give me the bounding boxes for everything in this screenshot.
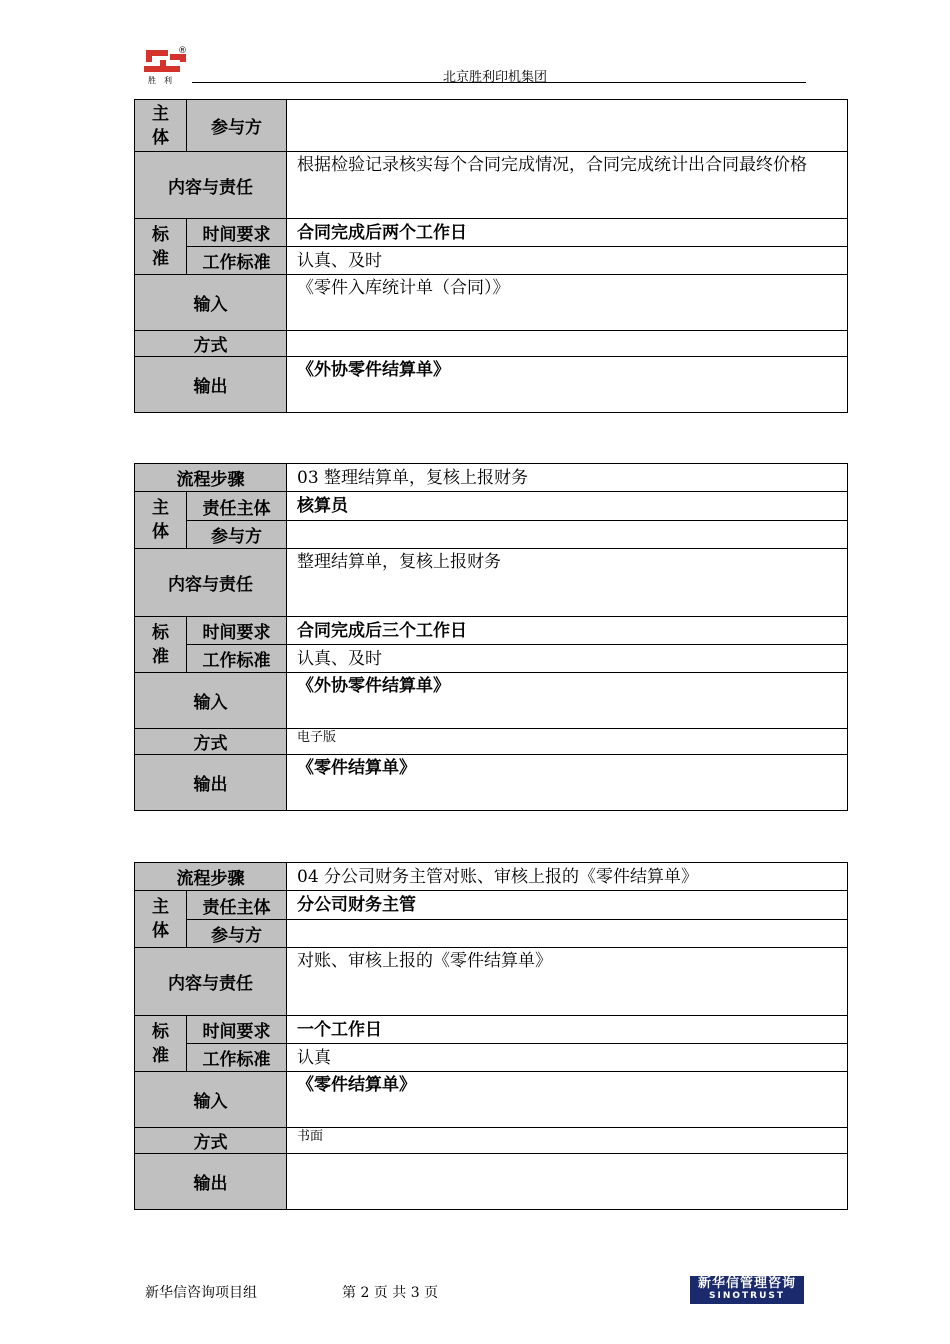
- work-standard-label: 工作标准: [187, 247, 287, 275]
- input-label: 输入: [135, 673, 287, 729]
- output-label: 输出: [135, 357, 287, 413]
- step-label: 流程步骤: [135, 464, 287, 492]
- output-label: 输出: [135, 755, 287, 811]
- subject-label: 主 体: [135, 100, 187, 152]
- time-label: 时间要求: [187, 617, 287, 645]
- participant-value: [287, 100, 848, 152]
- method-value: 电子版: [287, 729, 848, 755]
- process-table-2: [134, 99, 848, 413]
- content-value: 根据检验记录核实每个合同完成情况，合同完成统计出合同最终价格: [287, 152, 848, 219]
- work-standard-value: 认真、及时: [287, 645, 848, 673]
- time-label: 时间要求: [187, 219, 287, 247]
- method-value: 书面: [287, 1128, 848, 1154]
- participant-label: 参与方: [187, 920, 287, 948]
- input-label: 输入: [135, 1072, 287, 1128]
- content-label: 内容与责任: [135, 549, 287, 617]
- process-table-4: [134, 862, 848, 1210]
- subject-label: 主 体: [135, 492, 187, 549]
- content-label: 内容与责任: [135, 948, 287, 1016]
- content-value: 整理结算单，复核上报财务: [287, 549, 848, 617]
- subject-label: 主 体: [135, 891, 187, 948]
- content-label: 内容与责任: [135, 152, 287, 219]
- output-value: 《零件结算单》: [287, 755, 848, 811]
- input-value: 《零件入库统计单（合同）》: [287, 275, 848, 331]
- method-value: [287, 331, 848, 357]
- work-standard-label: 工作标准: [187, 1044, 287, 1072]
- header-rule: [192, 82, 806, 83]
- time-value: 合同完成后两个工作日: [287, 219, 848, 247]
- page-number: 第 2 页 共 3 页: [342, 1285, 439, 1301]
- responsible-value: 核算员: [287, 492, 848, 521]
- company-name: 北京胜利印机集团: [442, 70, 547, 85]
- time-label: 时间要求: [187, 1016, 287, 1044]
- input-value: 《外协零件结算单》: [287, 673, 848, 729]
- content-value: 对账、审核上报的《零件结算单》: [287, 948, 848, 1016]
- step-value: 04 分公司财务主管对账、审核上报的《零件结算单》: [287, 863, 848, 891]
- responsible-label: 责任主体: [187, 492, 287, 521]
- work-standard-label: 工作标准: [187, 645, 287, 673]
- work-standard-value: 认真: [287, 1044, 848, 1072]
- step-value: 03 整理结算单，复核上报财务: [287, 464, 848, 492]
- responsible-value: 分公司财务主管: [287, 891, 848, 920]
- step-label: 流程步骤: [135, 863, 287, 891]
- responsible-label: 责任主体: [187, 891, 287, 920]
- logo-en: SINOTRUST: [708, 1291, 785, 1301]
- participant-label: 参与方: [187, 100, 287, 152]
- method-label: 方式: [135, 331, 287, 357]
- participant-value: [287, 920, 848, 948]
- registered-mark: ®: [178, 46, 187, 56]
- footer-group: 新华信咨询项目组: [145, 1285, 257, 1301]
- input-label: 输入: [135, 275, 287, 331]
- participant-label: 参与方: [187, 521, 287, 549]
- standard-label: 标 准: [135, 617, 187, 673]
- participant-value: [287, 521, 848, 549]
- sinotrust-logo: [690, 1276, 804, 1304]
- output-value: [287, 1154, 848, 1210]
- work-standard-value: 认真、及时: [287, 247, 848, 275]
- method-label: 方式: [135, 729, 287, 755]
- standard-label: 标 准: [135, 1016, 187, 1072]
- input-value: 《零件结算单》: [287, 1072, 848, 1128]
- logo-cn: 新华信管理咨询: [697, 1276, 796, 1291]
- process-table-3: [134, 463, 848, 811]
- output-label: 输出: [135, 1154, 287, 1210]
- time-value: 一个工作日: [287, 1016, 848, 1044]
- output-value: 《外协零件结算单》: [287, 357, 848, 413]
- time-value: 合同完成后三个工作日: [287, 617, 848, 645]
- standard-label: 标 准: [135, 219, 187, 275]
- shengli-logo: [140, 44, 192, 86]
- logo-text: 胜 利: [148, 76, 172, 85]
- method-label: 方式: [135, 1128, 287, 1154]
